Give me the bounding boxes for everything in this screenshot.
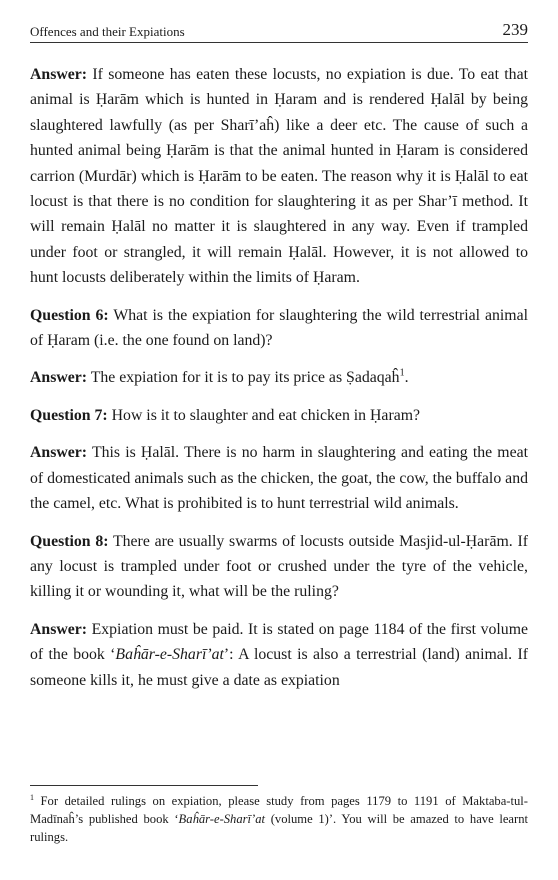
book-title: Baĥār-e-Sharī’at [115, 646, 224, 664]
question-paragraph [30, 403, 528, 428]
running-title: Offences and their Expiations [30, 24, 185, 39]
answer-text-continued: ’: A locust is also a terrestrial (land) animal. If someone kills it, he must give a date as expiation [30, 646, 528, 689]
answer-text: If someone has eaten these locusts, no expiation is due. To eat that animal is Ḥarām which is hunted in Ḥaram and is rendered Ḥalāl by being slaughtered lawfully (as per Sharī’aĥ) like a deer etc. The cause of such a hunted animal being Ḥarām is that the animal hunted in Ḥaram is considered carrion (Murdār) which is Ḥarām to be eaten. The reason why it is Ḥalāl to eat locust is that there is no condition for slaughtering it as per Shar’ī method. It will remain Ḥalāl no matter it is slaughtered in any way. Even if trampled under foot or strangled, it will remain Ḥalāl. However, it is not allowed to hunt locusts deliberately within the limits of Ḥaram. [30, 66, 528, 287]
running-header [30, 20, 528, 43]
footnote-text: For detailed rulings on expiation, please study from pages 1179 to 1191 of Maktaba-tul-Madīnaĥ’s published book ‘ [30, 794, 528, 826]
footnote-reference: 1 [399, 368, 405, 380]
answer-text: The expiation for it is to pay its price as Ṣadaqaĥ [90, 369, 400, 387]
answer-label: Answer: [30, 66, 88, 83]
footnote-text-continued: (volume 1)’. You will be amazed to have learnt rulings. [30, 812, 529, 844]
answer-text: This is Ḥalāl. There is no harm in slaughtering and eating the meat of domesticated animals such as the chicken, the goat, the cow, the buffalo and the camel, etc. What is prohibited is to hunt terrestrial wild animals. [30, 444, 528, 513]
page-number: 239 [502, 20, 528, 39]
body-text [30, 62, 528, 705]
answer-text-end: . [404, 369, 409, 387]
question-label: Question 8: [30, 532, 109, 550]
answer-text: Expiation must be paid. It is stated on page 1184 of the first volume of the book ‘ [30, 620, 528, 664]
answer-label: Answer: [30, 620, 88, 638]
answer-label: Answer: [30, 444, 88, 462]
question-label: Question 6: [30, 306, 109, 324]
question-label: Question 7: [30, 406, 108, 424]
question-text: What is the expiation for slaughtering the wild terrestrial animal of Ḥaram (i.e. the one found on land)? [30, 306, 528, 350]
question-paragraph [30, 303, 528, 354]
question-text: There are usually swarms of locusts outside Masjid-ul-Ḥarām. If any locust is trampled under foot or crushed under the tyre of the vehicle, killing it or wounding it, what will be the ruling? [30, 532, 528, 601]
question-text: How is it to slaughter and eat chicken in Ḥaram? [111, 406, 421, 424]
answer-paragraph [30, 365, 528, 390]
answer-paragraph [30, 62, 528, 291]
answer-paragraph [30, 440, 528, 516]
answer-label: Answer: [30, 369, 88, 387]
footnote-book-title: Baĥār-e-Sharī’at [178, 812, 266, 826]
footnote [30, 792, 528, 846]
question-paragraph [30, 529, 528, 605]
footnote-number: 1 [30, 792, 34, 802]
answer-paragraph [30, 617, 528, 693]
footnote-divider [30, 785, 258, 786]
